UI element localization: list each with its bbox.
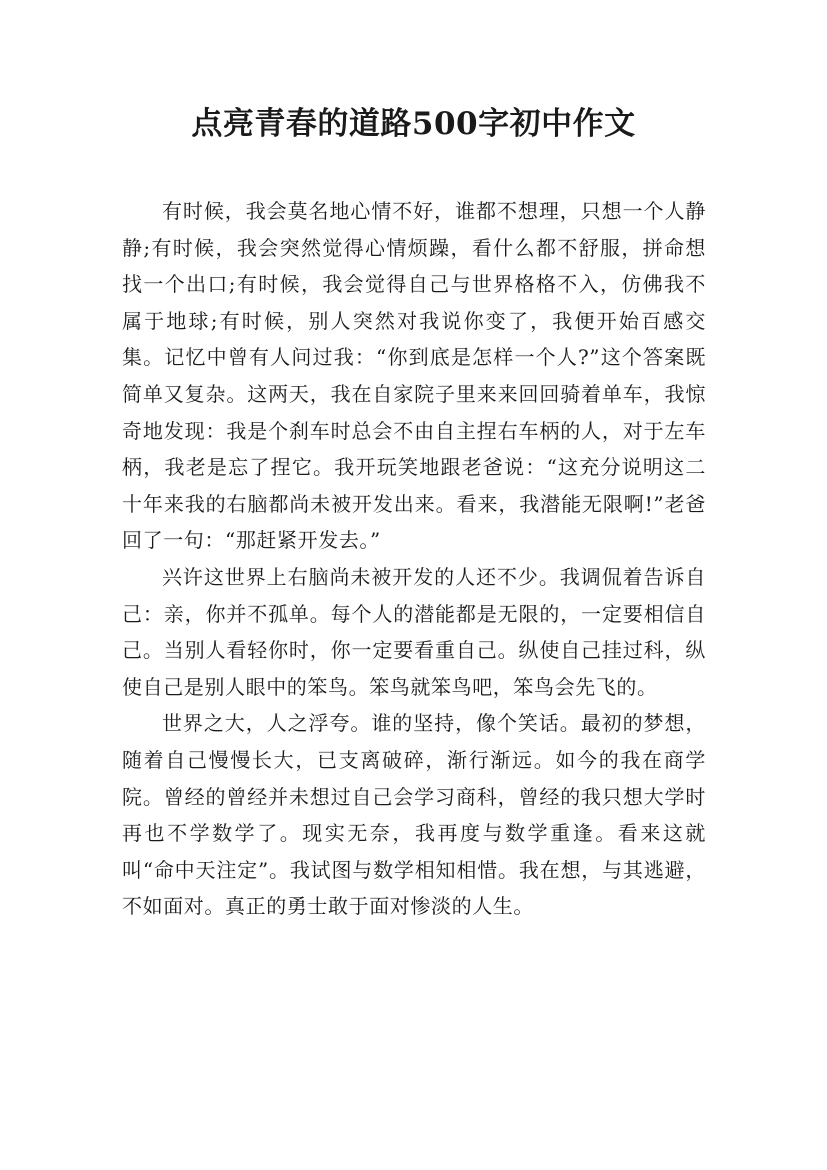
paragraph-1: 有时候，我会莫名地心情不好，谁都不想理，只想一个人静静;有时候，我会突然觉得心情烦躁，看什么都不舒服，拼命想找一个出口;有时候，我会觉得自己与世界格格不入，仿佛我不属于地球;有时候，别人突然对我说你变了，我便开始百感交集。记忆中曾有人问过我：“你到底是怎样一个人?”这个答案既简单又复杂。这两天，我在自家院子里来来回回骑着单车，我惊奇地发现：我是个刹车时总会不由自主捏右车柄的人，对于左车柄，我老是忘了捏它。我开玩笑地跟老爸说：“这充分说明这二十年来我的右脑都尚未被开发出来。看来，我潜能无限啊!”老爸回了一句：“那赶紧开发去。” <box>122 199 706 553</box>
document-title: 点亮青春的道路500字初中作文 <box>191 106 636 142</box>
paragraph-3: 世界之大，人之浮夸。谁的坚持，像个笑话。最初的梦想，随着自己慢慢长大，已支离破碎，渐行渐远。如今的我在商学院。曾经的曾经并未想过自己会学习商科，曾经的我只想大学时再也不学数学了。现实无奈，我再度与数学重逢。看来这就叫“命中天注定”。我试图与数学相知相惜。我在想，与其逃避，不如面对。真正的勇士敢于面对惨淡的人生。 <box>122 711 706 919</box>
article-body <box>122 193 706 925</box>
paragraph-2: 兴许这世界上右脑尚未被开发的人还不少。我调侃着告诉自己：亲，你并不孤单。每个人的潜能都是无限的，一定要相信自己。当别人看轻你时，你一定要看重自己。纵使自己挂过科，纵使自己是别人眼中的笨鸟。笨鸟就笨鸟吧，笨鸟会先飞的。 <box>122 564 706 699</box>
